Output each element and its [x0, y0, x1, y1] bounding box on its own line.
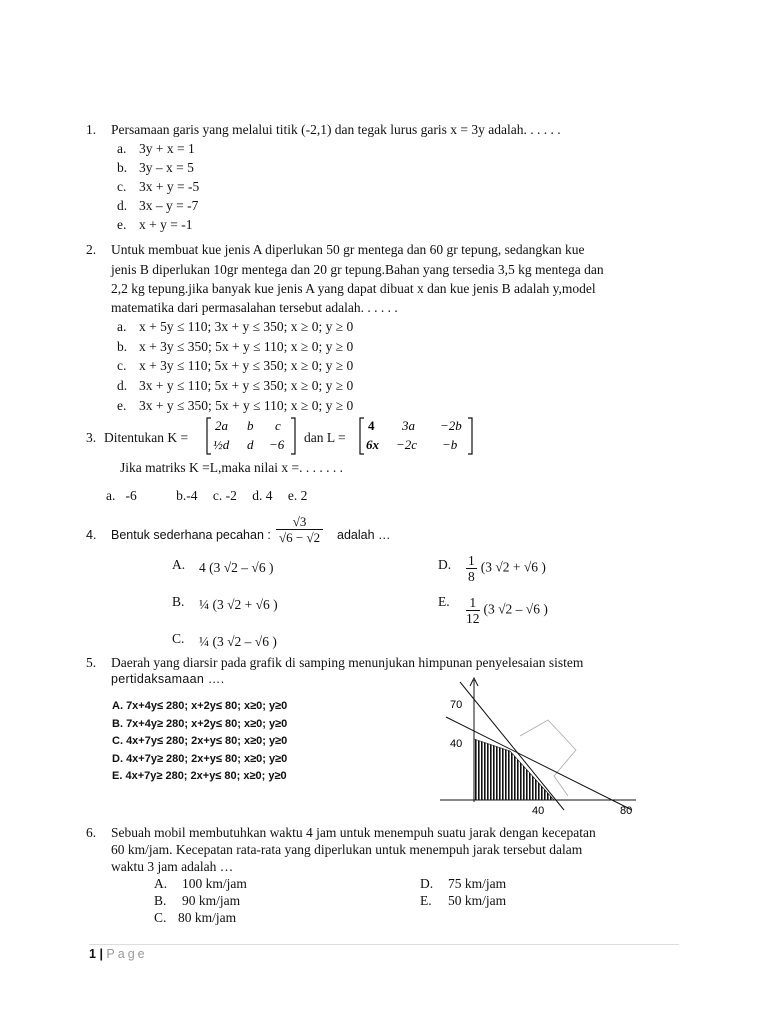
q5-xlabel-40: 40 — [532, 805, 545, 817]
q3-opt-a-label: a. — [106, 488, 116, 503]
q3-opt-e-label: e. — [287, 488, 298, 503]
q1-opt-a-label: a. — [117, 141, 127, 156]
q1-text: Persamaan garis yang melalui titik (-2,1) dan tegak lurus garis x = 3y adalah. . . . . . — [111, 122, 561, 137]
q3-opt-c-label: c. — [212, 488, 223, 503]
q6-line-2: 60 km/jam. Kecepatan rata-rata yang diperlukan untuk menempuh jarak tersebut dalam — [111, 842, 583, 857]
q5-opt-a-label: A. — [112, 700, 123, 712]
l-12: 3a — [402, 418, 415, 433]
q2-line-4: matematika dari permasalahan tersebut adalah. . . . . . — [111, 300, 398, 315]
l-21: 6x — [366, 437, 379, 452]
page-label: Page — [106, 947, 148, 961]
q1-number: 1. — [86, 122, 97, 137]
q4-suffix: adalah … — [337, 528, 391, 542]
q2-opt-b-label: b. — [117, 339, 128, 354]
q3-question: Jika matriks K =L,maka nilai x =. . . . . . . — [120, 460, 343, 475]
q5-opt-d — [112, 751, 287, 769]
q5-opt-d-text: 4x+7y≥ 280; 2x+y≤ 80; x≥0; y≥0 — [126, 752, 288, 765]
q2-opt-e-label: e. — [117, 398, 127, 413]
l-matrix — [358, 416, 474, 456]
q5-opt-e-text: 4x+7y≥ 280; 2x+y≤ 80; x≥0; y≥0 — [125, 770, 287, 782]
page-number: 1 — [89, 947, 96, 961]
q5-options — [112, 698, 287, 786]
q2-line-1: Untuk membuat kue jenis A diperlukan 50 gr mentega dan 60 gr tepung, sedangkan kue — [111, 242, 585, 257]
q5-opt-d-label: D. — [112, 752, 123, 765]
k-21: ½d — [213, 437, 230, 452]
q4-opt-e-text: (3 √2 – √6 ) — [483, 601, 548, 617]
q4-text: Bentuk sederhana pecahan : — [111, 528, 271, 542]
q1-opt-d: 3x – y = -7 — [139, 198, 199, 213]
k-13: c — [275, 418, 281, 433]
l-13: −2b — [440, 418, 462, 433]
q1-opt-e: x + y = -1 — [139, 217, 193, 232]
q6-opt-a: 100 km/jam — [182, 876, 247, 891]
q5-opt-c-label: C. — [112, 735, 123, 747]
q6-opt-b-label: B. — [154, 893, 167, 908]
l-23: −b — [442, 437, 458, 452]
k-23: −6 — [269, 437, 285, 452]
q3-opt-b-label: b. — [176, 488, 187, 503]
k-11: 2a — [215, 418, 228, 433]
q6-opt-e-label: E. — [420, 893, 432, 908]
footer-rule — [89, 944, 679, 945]
q1-opt-a: 3y + x = 1 — [139, 141, 195, 156]
q3-opt-d-label: d. — [252, 488, 263, 503]
q4-opt-e — [466, 595, 548, 626]
k-12: b — [247, 418, 254, 433]
q1-opt-b-label: b. — [117, 160, 128, 175]
q5-xlabel-80: 80 — [620, 805, 633, 817]
q5-opt-e-label: E. — [112, 770, 123, 782]
q6-opt-b: 90 km/jam — [182, 893, 241, 908]
q3-opt-e: 2 — [300, 488, 308, 503]
q1-opt-b: 3y – x = 5 — [139, 160, 194, 175]
l-22: −2c — [396, 437, 418, 452]
q4-opt-a: 4 (3 √2 – √6 ) — [199, 560, 274, 575]
q6-opt-c-label: C. — [154, 910, 167, 925]
q4-opt-e-frac-den: 12 — [466, 611, 480, 626]
q4-opt-d-label: D. — [438, 557, 452, 572]
q2-opt-a-label: a. — [117, 319, 127, 334]
q4-number: 4. — [86, 528, 97, 542]
q6-number: 6. — [86, 825, 97, 840]
q6-opt-d: 75 km/jam — [448, 876, 507, 891]
q2-line-2: jenis B diperlukan 10gr mentega dan 20 gr tepung.Bahan yang tersedia 3,5 kg mentega dan — [111, 262, 604, 277]
q4-opt-d-frac-den: 8 — [468, 569, 475, 584]
q4-frac-denominator: √6 − √2 — [279, 530, 321, 545]
q5-line-1: Daerah yang diarsir pada grafik di samping menunjukan himpunan penyelesaian sistem — [111, 655, 584, 670]
q5-opt-e — [112, 768, 287, 786]
q2-opt-d-label: d. — [117, 378, 128, 393]
q5-ylabel-40: 40 — [450, 738, 463, 750]
q4-opt-c-label: C. — [172, 631, 185, 646]
q6-line-1: Sebuah mobil membutuhkan waktu 4 jam untuk menempuh suatu jarak dengan kecepatan — [111, 825, 596, 840]
q1-opt-d-label: d. — [117, 198, 128, 213]
q2-opt-d: 3x + y ≤ 110; 5x + y ≤ 350; x ≥ 0; y ≥ 0 — [139, 378, 354, 393]
q3-number: 3. — [86, 430, 97, 445]
q2-opt-e: 3x + y ≤ 350; 5x + y ≤ 110; x ≥ 0; y ≥ 0 — [139, 398, 354, 413]
footer-separator: | — [99, 947, 103, 961]
q3-opt-d: 4 — [265, 488, 273, 503]
q4-opt-c: ¼ (3 √2 – √6 ) — [199, 634, 277, 649]
q4-opt-b-label: B. — [172, 594, 185, 609]
q5-opt-b — [112, 716, 287, 734]
k-matrix — [205, 416, 297, 456]
q6-opt-a-label: A. — [154, 876, 168, 891]
q3-opt-c: -2 — [225, 488, 237, 503]
q6-line-3: waktu 3 jam adalah … — [111, 859, 234, 874]
q2-number: 2. — [86, 242, 97, 257]
q1-opt-e-label: e. — [117, 217, 127, 232]
q4-opt-d — [466, 553, 546, 584]
q4-fraction — [276, 514, 323, 545]
q4-opt-b: ¼ (3 √2 + √6 ) — [199, 597, 278, 612]
q4-frac-numerator: √3 — [276, 514, 323, 530]
q5-opt-c-text: 4x+7y≤ 280; 2x+y≤ 80; x≥0; y≥0 — [126, 735, 288, 747]
q5-ylabel-70: 70 — [450, 699, 463, 711]
q3-intro: Ditentukan K = — [104, 430, 189, 445]
q2-opt-a: x + 5y ≤ 110; 3x + y ≤ 350; x ≥ 0; y ≥ 0 — [139, 319, 354, 334]
q5-opt-c — [112, 733, 287, 751]
q3-opt-a: -6 — [125, 488, 137, 503]
q2-line-3: 2,2 kg tepung.jika banyak kue jenis A yang dapat dibuat x dan kue jenis B adalah y,model — [111, 281, 596, 296]
l-11: 4 — [368, 418, 375, 433]
q6-opt-c: 80 km/jam — [178, 910, 237, 925]
q2-opt-b: x + 3y ≤ 350; 5x + y ≤ 110; x ≥ 0; y ≥ 0 — [139, 339, 354, 354]
q4-opt-d-text: (3 √2 + √6 ) — [480, 559, 546, 575]
q1-opt-c-label: c. — [117, 179, 127, 194]
k-22: d — [247, 437, 254, 452]
q5-opt-b-label: B. — [112, 717, 123, 730]
q4-opt-e-frac-num: 1 — [466, 595, 480, 611]
q2-opt-c: x + 3y ≤ 110; 5x + y ≤ 350; x ≥ 0; y ≥ 0 — [139, 358, 354, 373]
q4-opt-d-frac-num: 1 — [468, 553, 475, 568]
q5-opt-a — [112, 698, 287, 716]
q5-opt-a-text: 7x+4y≤ 280; x+2y≤ 80; x≥0; y≥0 — [126, 700, 288, 712]
q4-opt-e-label: E. — [438, 594, 450, 609]
q6-opt-d-label: D. — [420, 876, 434, 891]
q5-opt-b-text: 7x+4y≥ 280; x+2y≤ 80; x≥0; y≥0 — [126, 717, 288, 730]
q3-opt-b: -4 — [186, 488, 198, 503]
q4-opt-a-label: A. — [172, 557, 186, 572]
q3-options — [106, 486, 307, 505]
q6-opt-e: 50 km/jam — [448, 893, 507, 908]
q1-opt-c: 3x + y = -5 — [139, 179, 200, 194]
q5-line-2: pertidaksamaan …. — [111, 672, 225, 686]
q5-graph — [436, 672, 646, 822]
q3-and: dan L = — [304, 430, 346, 445]
page-footer — [89, 947, 148, 961]
q2-opt-c-label: c. — [117, 358, 127, 373]
q5-number: 5. — [86, 655, 97, 670]
